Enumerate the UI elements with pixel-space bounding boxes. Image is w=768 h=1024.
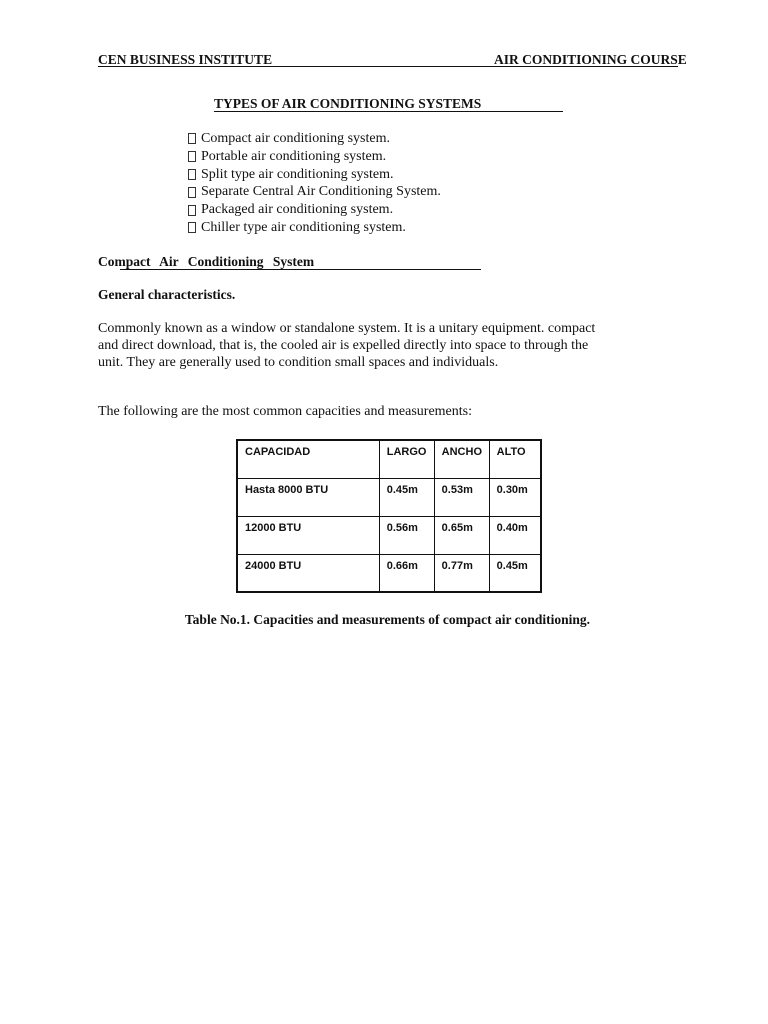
document-title: TYPES OF AIR CONDITIONING SYSTEMS bbox=[214, 96, 482, 111]
section-title: Compact Air Conditioning System bbox=[98, 254, 315, 269]
title-underline bbox=[214, 111, 563, 112]
table-cell: Hasta 8000 BTU bbox=[237, 478, 379, 516]
table-cell: 0.45m bbox=[379, 478, 434, 516]
table-cell: 0.77m bbox=[434, 554, 489, 592]
list-item-text: Chiller type air conditioning system. bbox=[201, 219, 406, 235]
header-course: AIR CONDITIONING COURSE bbox=[494, 52, 687, 67]
table-cell: 0.30m bbox=[489, 478, 541, 516]
list-item bbox=[188, 166, 441, 184]
bullet-box-icon bbox=[188, 187, 196, 198]
table-cell: 0.56m bbox=[379, 516, 434, 554]
list-item-text: Separate Central Air Conditioning System. bbox=[201, 184, 441, 200]
intro-paragraph: The following are the most common capacities and measurements: bbox=[98, 404, 472, 419]
table-cell: 0.65m bbox=[434, 516, 489, 554]
systems-list bbox=[188, 130, 441, 237]
list-item-text: Split type air conditioning system. bbox=[201, 166, 394, 182]
table-cell: 0.66m bbox=[379, 554, 434, 592]
list-item-text: Portable air conditioning system. bbox=[201, 148, 387, 164]
subsection-title: General characteristics. bbox=[98, 287, 236, 302]
column-header-ancho: ANCHO bbox=[434, 440, 489, 478]
table-cell: 0.40m bbox=[489, 516, 541, 554]
table-cell: 24000 BTU bbox=[237, 554, 379, 592]
list-item bbox=[188, 130, 441, 148]
table-row bbox=[237, 516, 541, 554]
list-item bbox=[188, 183, 441, 201]
table-row bbox=[237, 478, 541, 516]
list-item-text: Packaged air conditioning system. bbox=[201, 202, 394, 218]
table-caption: Table No.1. Capacities and measurements of compact air conditioning. bbox=[184, 612, 591, 627]
table-cell: 0.53m bbox=[434, 478, 489, 516]
list-item bbox=[188, 148, 441, 166]
header-divider bbox=[98, 66, 678, 67]
bullet-box-icon bbox=[188, 222, 196, 233]
capacities-table bbox=[236, 439, 542, 593]
section-underline bbox=[120, 269, 481, 270]
bullet-box-icon bbox=[188, 133, 196, 144]
bullet-box-icon bbox=[188, 151, 196, 162]
list-item bbox=[188, 219, 441, 237]
column-header-capacidad: CAPACIDAD bbox=[237, 440, 379, 478]
table-cell: 12000 BTU bbox=[237, 516, 379, 554]
list-item-text: Compact air conditioning system. bbox=[201, 131, 390, 146]
table-header-row bbox=[237, 440, 541, 478]
bullet-box-icon bbox=[188, 169, 196, 180]
table-row bbox=[237, 554, 541, 592]
bullet-box-icon bbox=[188, 205, 196, 216]
column-header-largo: LARGO bbox=[379, 440, 434, 478]
column-header-alto: ALTO bbox=[489, 440, 541, 478]
header-institute: CEN BUSINESS INSTITUTE bbox=[98, 52, 273, 67]
list-item bbox=[188, 201, 441, 219]
description-paragraph: Commonly known as a window or standalone system. It is a unitary equipment. compact and direct download, that is, the cooled air is expelled directly into space to through the unit. They are generally used to condition small spaces and individuals. bbox=[98, 321, 596, 370]
table-cell: 0.45m bbox=[489, 554, 541, 592]
